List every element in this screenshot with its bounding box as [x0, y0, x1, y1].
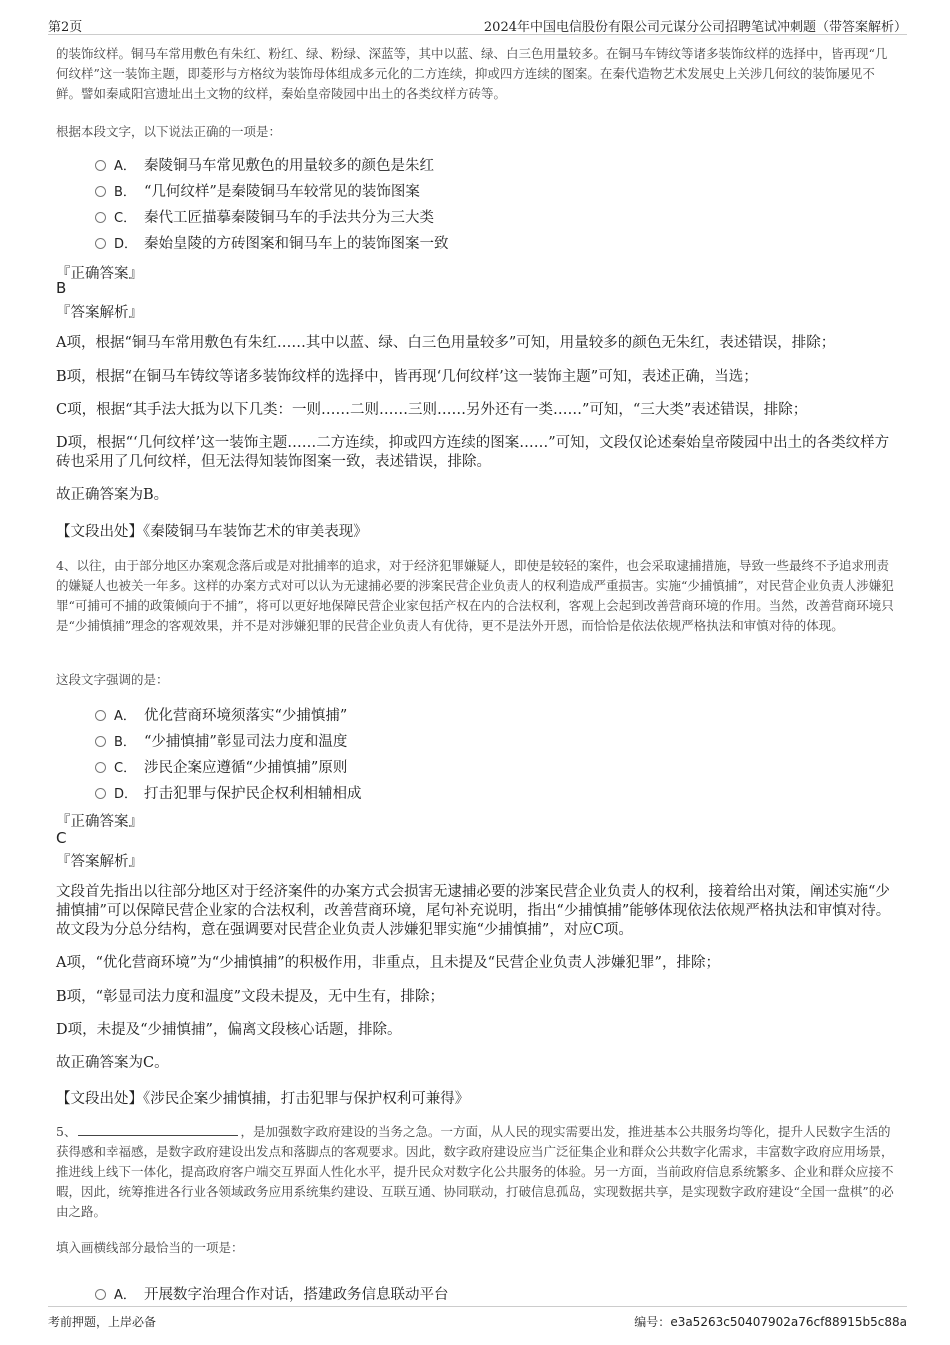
q5-prompt: 填入画横线部分最恰当的一项是： — [56, 1240, 244, 1255]
page-header — [48, 12, 907, 35]
radio-icon[interactable] — [95, 788, 106, 799]
radio-icon[interactable] — [95, 160, 106, 171]
q3-passage: 的装饰纹样。铜马车常用敷色有朱红、粉红、绿、粉绿、深蓝等，其中以蓝、绿、白三色用量较多。在铜马车铸纹等诸多装饰纹样的选择中，皆再现“几何纹样”这一装饰主题，即菱形与方格纹为装饰母体组成多元化的二方连续，抑或四方连续的图案。在秦代造物艺术发展史上关涉几何纹的装饰屡见不鲜。譬如秦咸阳宫遗址出土文物的纹样，秦始皇帝陵园中出土的各类纹样方砖等。 — [56, 46, 888, 101]
q4-source: 【文段出处】《涉民企案少捕慎捕，打击犯罪与保护权利可兼得》 — [56, 1091, 470, 1107]
footer-slogan: 考前押题，上岸必备 — [48, 1315, 157, 1329]
q4-option-d[interactable]: D． 打击犯罪与保护民企权利相辅相成 — [95, 782, 362, 803]
q5-number: 5、 — [56, 1124, 77, 1139]
radio-icon[interactable] — [95, 238, 106, 249]
radio-icon[interactable] — [95, 1289, 106, 1300]
q4-answer: C — [56, 829, 67, 847]
radio-icon[interactable] — [95, 710, 106, 721]
document-title: 2024年中国电信股份有限公司元谋分公司招聘笔试冲刺题（带答案解析） — [483, 20, 907, 35]
q4-option-c[interactable]: C． 涉民企案应遵循“少捕慎捕”原则 — [95, 756, 347, 777]
q3-conclusion: 故正确答案为B。 — [56, 487, 169, 503]
q4-analysis-a: A项，“优化营商环境”为“少捕慎捕”的积极作用，非重点，且未提及“民营企业负责人涉嫌犯罪”，排除； — [56, 955, 720, 971]
q5-passage — [56, 1122, 899, 1222]
radio-icon[interactable] — [95, 762, 106, 773]
q3-option-a[interactable]: A． 秦陵铜马车常见敷色的用量较多的颜色是朱红 — [95, 154, 434, 175]
page-footer — [48, 1306, 907, 1331]
q5-option-a[interactable]: A． 开展数字治理合作对话，搭建政务信息联动平台 — [95, 1283, 449, 1304]
q5-blank — [78, 1123, 238, 1136]
q4-analysis-label: 『答案解析』 — [56, 854, 143, 870]
q3-option-c[interactable]: C． 秦代工匠描摹秦陵铜马车的手法共分为三大类 — [95, 206, 434, 227]
q3-analysis-label: 『答案解析』 — [56, 305, 143, 321]
q3-analysis-c: C项，根据“其手法大抵为以下几类：一则……二则……三则……另外还有一类……”可知，“三大类”表述错误，排除； — [56, 402, 808, 418]
radio-icon[interactable] — [95, 736, 106, 747]
radio-icon[interactable] — [95, 186, 106, 197]
q3-option-d[interactable]: D． 秦始皇陵的方砖图案和铜马车上的装饰图案一致 — [95, 232, 449, 253]
q4-prompt: 这段文字强调的是： — [56, 672, 169, 687]
q4-analysis-main: 文段首先指出以往部分地区对于经济案件的办案方式会损害无逮捕必要的涉案民营企业负责人的权利，接着给出对策，阐述实施“少捕慎捕”可以保障民营企业家的合法权利，改善营商环境，尾句补充说明，指出“少捕慎捕”能够体现依法依规严格执法和审慎对待。故文段为分总分结构，意在强调要对民营企业负责人涉嫌犯罪实施“少捕慎捕”，对应C项。 — [56, 884, 891, 938]
q3-answer-label: 『正确答案』 — [56, 266, 143, 282]
footer-code — [634, 1313, 907, 1330]
q4-option-a[interactable]: A． 优化营商环境须落实“少捕慎捕” — [95, 704, 347, 725]
footer-code-label: 编号： — [634, 1315, 671, 1329]
q3-analysis-b: B项，根据“在铜马车铸纹等诸多装饰纹样的选择中，皆再现‘几何纹样’这一装饰主题”可知，表述正确，当选； — [56, 369, 758, 385]
q4-analysis-d: D项，未提及“少捕慎捕”，偏离文段核心话题，排除。 — [56, 1022, 402, 1038]
q4-option-b[interactable]: B． “少捕慎捕”彰显司法力度和温度 — [95, 730, 347, 751]
q4-passage: 4、以往，由于部分地区办案观念落后或是对批捕率的追求，对于经济犯罪嫌疑人，即使是较轻的案件，也会采取逮捕措施，导致一些最终不予追求刑责的嫌疑人也被关一年多。这样的办案方式对可以认为无逮捕必要的涉案民营企业负责人的权利造成严重损害。实施“少捕慎捕”，对民营企业负责人涉嫌犯罪“可捕可不捕的政策倾向于不捕”，将可以更好地保障民营企业家包括产权在内的合法权利，客观上会起到改善营商环境的作用。当然，改善营商环境只是“少捕慎捕”理念的客观效果，并不是对涉嫌犯罪的民营企业负责人有优待，更不是法外开恩，而恰恰是依法依规严格执法和审慎对待的体现。 — [56, 558, 894, 633]
q3-analysis-a: A项，根据“铜马车常用敷色有朱红……其中以蓝、绿、白三色用量较多”可知，用量较多的颜色无朱红，表述错误，排除； — [56, 335, 836, 351]
radio-icon[interactable] — [95, 212, 106, 223]
q3-analysis-d: D项，根据“‘几何纹样’这一装饰主题……二方连续，抑或四方连续的图案……”可知，文段仅论述秦始皇帝陵园中出土的各类纹样方砖也采用了几何纹样，但无法得知装饰图案一致，表述错误，排除。 — [56, 435, 890, 470]
q3-prompt: 根据本段文字，以下说法正确的一项是： — [56, 124, 282, 139]
q4-analysis-b: B项，“彰显司法力度和温度”文段未提及，无中生有，排除； — [56, 989, 444, 1005]
page-number: 第2页 — [48, 20, 83, 35]
q3-source: 【文段出处】《秦陵铜马车装饰艺术的审美表现》 — [56, 524, 368, 540]
q4-answer-label: 『正确答案』 — [56, 814, 143, 830]
q3-option-b[interactable]: B． “几何纹样”是秦陵铜马车较常见的装饰图案 — [95, 180, 420, 201]
q4-conclusion: 故正确答案为C。 — [56, 1055, 169, 1071]
footer-code-value: e3a5263c50407902a76cf88915b5c88a — [670, 1315, 907, 1329]
q3-answer: B — [56, 279, 67, 297]
q5-passage-text: ，是加强数字政府建设的当务之急。一方面，从人民的现实需要出发，推进基本公共服务均等化，提升人民数字生活的获得感和幸福感，是数字政府建设出发点和落脚点的客观要求。因此，数字政府建设应当广泛征集企业和群众公共数字化需求，丰富数字政府应用场景，推进线上线下一体化，提高政府客户端交互界面人性化水平，提升民众对数字化公共服务的体验。另一方面，当前政府信息系统繁多、企业和群众应接不暇，因此，统筹推进各行业各领域政务应用系统集约建设、互联互通、协同联动，打破信息孤岛，实现数据共享，是实现数字政府建设“全国一盘棋”的必由之路。 — [56, 1124, 894, 1219]
